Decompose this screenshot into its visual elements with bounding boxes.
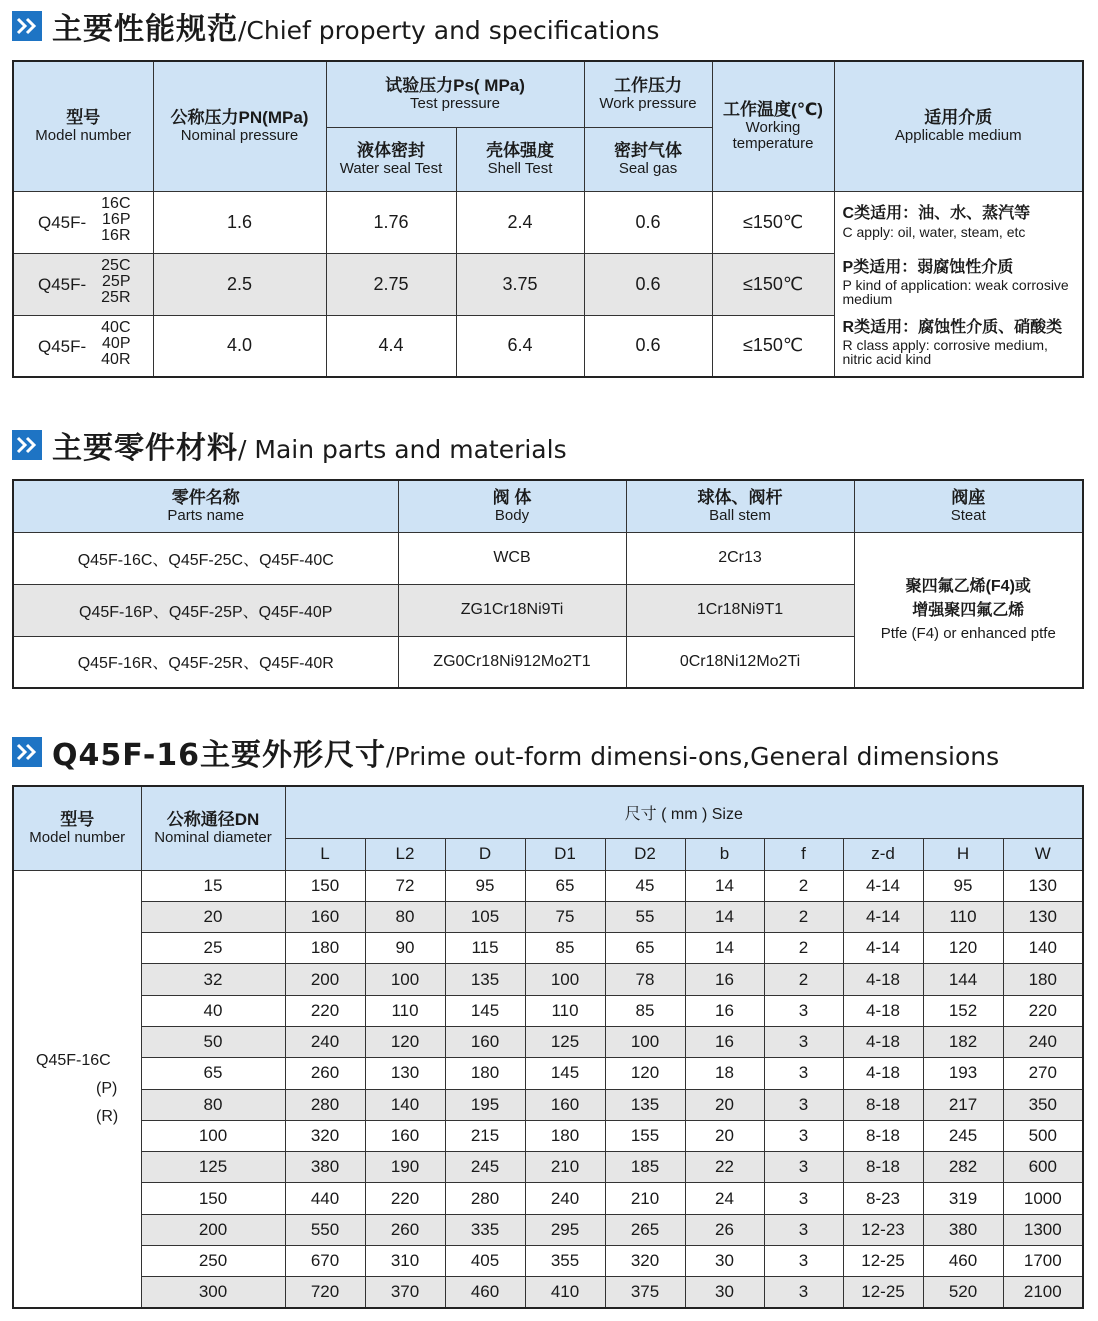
dimension-value: 210 [525,1152,605,1183]
model-cell: Q45F- 16C 16P 16R [13,191,153,253]
dimension-value: 1300 [1003,1214,1083,1245]
table-row [13,964,1083,995]
dimension-value: 282 [923,1152,1003,1183]
dimension-value: 90 [365,933,445,964]
dn-value: 50 [141,1026,285,1057]
dimension-value: 3 [764,1026,843,1057]
dimension-value: 375 [605,1277,685,1308]
table-row [13,870,1083,901]
table-row [13,1277,1083,1308]
stem-material: 0Cr18Ni12Mo2Ti [626,636,854,688]
dimension-value: 18 [685,1058,764,1089]
shell-value: 2.4 [456,191,584,253]
table-row [13,1089,1083,1120]
dimension-value: 600 [1003,1152,1083,1183]
header-model: 型号 Model number [13,61,153,191]
dimension-value: 16 [685,1026,764,1057]
dimension-value: 8-18 [843,1120,923,1151]
dimension-value: 245 [923,1120,1003,1151]
dimension-value: 720 [285,1277,365,1308]
shell-value: 3.75 [456,253,584,315]
dn-value: 25 [141,933,285,964]
table-row [13,1058,1083,1089]
dimension-value: 120 [365,1026,445,1057]
dimension-value: 220 [1003,995,1083,1026]
body-material: ZG1Cr18Ni9Ti [398,584,626,636]
dimension-value: 3 [764,995,843,1026]
dimension-value: 240 [525,1183,605,1214]
dimension-value: 135 [605,1089,685,1120]
dn-value: 150 [141,1183,285,1214]
dimension-value: 3 [764,1246,843,1277]
column-header: W [1003,838,1083,870]
pn-value: 1.6 [153,191,326,253]
dimension-value: 20 [685,1089,764,1120]
header-seal-gas: 密封气体 Seal gas [584,127,712,191]
dimension-value: 670 [285,1246,365,1277]
dn-value: 200 [141,1214,285,1245]
body-material: WCB [398,532,626,584]
dimension-value: 130 [1003,901,1083,932]
dimension-value: 320 [285,1120,365,1151]
dimension-value: 125 [525,1026,605,1057]
section-title-zh: 主要零件材料 [52,431,238,466]
dimension-value: 55 [605,901,685,932]
dimension-value: 460 [923,1246,1003,1277]
header-parts-name: 零件名称 Parts name [13,480,398,532]
dimension-value: 3 [764,1089,843,1120]
model-cell: Q45F- 25C 25P 25R [13,253,153,315]
temperature-value: ≤150℃ [712,191,834,253]
dimension-value: 380 [923,1214,1003,1245]
dimension-value: 120 [923,933,1003,964]
dimension-value: 217 [923,1089,1003,1120]
dimension-value: 24 [685,1183,764,1214]
dimension-value: 1000 [1003,1183,1083,1214]
column-header: D [445,838,525,870]
dimension-value: 180 [1003,964,1083,995]
parts-name: Q45F-16R、Q45F-25R、Q45F-40R [13,636,398,688]
dn-value: 80 [141,1089,285,1120]
dimension-value: 320 [605,1246,685,1277]
column-header: f [764,838,843,870]
dimension-value: 240 [1003,1026,1083,1057]
table-row [13,1152,1083,1183]
dimension-value: 140 [365,1089,445,1120]
dn-value: 65 [141,1058,285,1089]
double-chevron-icon [12,11,42,41]
dimension-value: 100 [365,964,445,995]
table-row [13,933,1083,964]
dn-value: 300 [141,1277,285,1308]
dimension-value: 3 [764,1120,843,1151]
section-title-en: / Main parts and materials [238,435,567,464]
column-header: D1 [525,838,605,870]
header-body: 阀 体 Body [398,480,626,532]
header-work-pressure: 工作压力 Work pressure [584,61,712,127]
dimension-value: 3 [764,1277,843,1308]
dimension-value: 140 [1003,933,1083,964]
water-seal-value: 4.4 [326,315,456,377]
dimension-value: 144 [923,964,1003,995]
dimension-value: 440 [285,1183,365,1214]
header-seat: 阀座 Steat [854,480,1083,532]
dn-value: 40 [141,995,285,1026]
section-title-en: /Prime out-form dimensi-ons,General dimensions [386,742,1000,771]
dimension-value: 3 [764,1214,843,1245]
column-header: D2 [605,838,685,870]
dimension-value: 319 [923,1183,1003,1214]
model-cell [13,870,141,1308]
spec-table [12,60,1084,378]
dimension-value: 3 [764,1152,843,1183]
medium-p-en: P kind of application: weak corrosive medium [842,276,1069,307]
dimension-value: 410 [525,1277,605,1308]
dimension-value: 2 [764,901,843,932]
dimension-value: 2 [764,870,843,901]
table-row [13,1183,1083,1214]
dimension-value: 260 [285,1058,365,1089]
dimension-value: 14 [685,901,764,932]
dimension-value: 145 [525,1058,605,1089]
double-chevron-icon [12,737,42,767]
dimension-value: 8-18 [843,1152,923,1183]
dimension-value: 16 [685,995,764,1026]
dimension-value: 4-18 [843,964,923,995]
table-row [13,191,1083,253]
dimension-value: 3 [764,1183,843,1214]
dn-value: 32 [141,964,285,995]
table-row [13,1120,1083,1151]
dimension-value: 1700 [1003,1246,1083,1277]
column-header: H [923,838,1003,870]
dimension-value: 14 [685,870,764,901]
medium-c-en: C apply: oil, water, steam, etc [842,223,1026,240]
dimension-value: 2 [764,933,843,964]
section-title-dimensions [12,730,999,774]
column-header: L [285,838,365,870]
dimension-value: 120 [605,1058,685,1089]
dimension-value: 30 [685,1246,764,1277]
header-ball-stem: 球体、阀杆 Ball stem [626,480,854,532]
dimension-value: 295 [525,1214,605,1245]
dimension-value: 130 [365,1058,445,1089]
dimension-value: 280 [445,1183,525,1214]
dimension-value: 215 [445,1120,525,1151]
header-applicable-medium: 适用介质 Applicable medium [834,61,1083,191]
dimension-value: 193 [923,1058,1003,1089]
dimension-value: 3 [764,1058,843,1089]
dimension-value: 260 [365,1214,445,1245]
dimension-value: 190 [365,1152,445,1183]
dimensions-table [12,785,1084,1309]
dimension-value: 380 [285,1152,365,1183]
dimension-value: 4-14 [843,933,923,964]
header-model: 型号 Model number [13,786,141,870]
dn-value: 250 [141,1246,285,1277]
dn-value: 15 [141,870,285,901]
header-nominal-diameter: 公称通径DN Nominal diameter [141,786,285,870]
header-nominal-pressure: 公称压力PN(MPa) Nominal pressure [153,61,326,191]
dimension-value: 2100 [1003,1277,1083,1308]
dimension-value: 115 [445,933,525,964]
dimension-value: 95 [923,870,1003,901]
medium-cell [834,191,1083,377]
dimension-value: 310 [365,1246,445,1277]
model-label: Q45F-16C [36,1051,111,1069]
dimension-value: 195 [445,1089,525,1120]
dimension-value: 20 [685,1120,764,1151]
dimension-value: 280 [285,1089,365,1120]
seat-material: 聚四氟乙烯(F4)或 增强聚四氟乙烯 Ptfe (F4) or enhanced ptfe [854,532,1083,688]
dimension-value: 185 [605,1152,685,1183]
dimension-value: 95 [445,870,525,901]
header-test-pressure: 试验压力Ps( MPa) Test pressure [326,61,584,127]
dimension-value: 500 [1003,1120,1083,1151]
dimension-value: 72 [365,870,445,901]
dimension-value: 4-18 [843,1026,923,1057]
dimension-value: 26 [685,1214,764,1245]
dimension-value: 85 [605,995,685,1026]
dimension-value: 180 [285,933,365,964]
dimension-value: 30 [685,1277,764,1308]
dimension-value: 220 [285,995,365,1026]
dimension-value: 12-25 [843,1246,923,1277]
model-cell: Q45F- 40C 40P 40R [13,315,153,377]
dn-value: 125 [141,1152,285,1183]
dimension-value: 160 [285,901,365,932]
dimension-value: 110 [525,995,605,1026]
dimension-value: 85 [525,933,605,964]
medium-p-zh: P类适用：弱腐蚀性介质 [842,258,1014,276]
dimension-value: 14 [685,933,764,964]
table-row [13,532,1083,584]
dimension-value: 65 [525,870,605,901]
model-variant-p: (P) [96,1079,118,1097]
dimension-value: 180 [445,1058,525,1089]
table-row [13,901,1083,932]
dimension-value: 405 [445,1246,525,1277]
dimension-value: 160 [525,1089,605,1120]
dimension-value: 265 [605,1214,685,1245]
dimension-value: 80 [365,901,445,932]
temperature-value: ≤150℃ [712,315,834,377]
section-title-zh: Q45F-16主要外形尺寸 [52,738,387,773]
stem-material: 2Cr13 [626,532,854,584]
dimension-value: 160 [445,1026,525,1057]
column-header: L2 [365,838,445,870]
dimension-value: 4-14 [843,901,923,932]
dimension-value: 245 [445,1152,525,1183]
dimension-value: 4-14 [843,870,923,901]
dimension-value: 350 [1003,1089,1083,1120]
section-title-en: /Chief property and specifications [238,16,660,45]
dimension-value: 78 [605,964,685,995]
parts-table [12,479,1084,689]
section-title-specifications [12,4,659,48]
dimension-value: 520 [923,1277,1003,1308]
parts-name: Q45F-16P、Q45F-25P、Q45F-40P [13,584,398,636]
dimension-value: 8-18 [843,1089,923,1120]
header-water-seal: 液体密封 Water seal Test [326,127,456,191]
dimension-value: 550 [285,1214,365,1245]
body-material: ZG0Cr18Ni912Mo2T1 [398,636,626,688]
dimension-value: 4-18 [843,1058,923,1089]
double-chevron-icon [12,430,42,460]
header-shell-test: 壳体强度 Shell Test [456,127,584,191]
header-size: 尺寸 ( mm ) Size [285,786,1083,838]
dimension-value: 12-25 [843,1277,923,1308]
dimension-value: 152 [923,995,1003,1026]
table-row [13,995,1083,1026]
seal-gas-value: 0.6 [584,253,712,315]
medium-r-en: R class apply: corrosive medium, nitric acid kind [842,336,1048,367]
temperature-value: ≤150℃ [712,253,834,315]
medium-r-zh: R类适用：腐蚀性介质、硝酸类 [842,318,1063,336]
dimension-value: 210 [605,1183,685,1214]
shell-value: 6.4 [456,315,584,377]
dimension-value: 12-23 [843,1214,923,1245]
dimension-value: 110 [365,995,445,1026]
dimension-value: 8-23 [843,1183,923,1214]
dimension-value: 270 [1003,1058,1083,1089]
dimension-value: 240 [285,1026,365,1057]
dimension-value: 75 [525,901,605,932]
header-working-temperature: 工作温度(℃) Working temperature [712,61,834,191]
section-title-zh: 主要性能规范 [52,12,238,47]
seal-gas-value: 0.6 [584,315,712,377]
dimension-value: 2 [764,964,843,995]
dimension-value: 355 [525,1246,605,1277]
seal-gas-value: 0.6 [584,191,712,253]
dimension-value: 160 [365,1120,445,1151]
stem-material: 1Cr18Ni9T1 [626,584,854,636]
dimension-value: 460 [445,1277,525,1308]
dn-value: 100 [141,1120,285,1151]
dimension-value: 65 [605,933,685,964]
dimension-value: 335 [445,1214,525,1245]
medium-c-zh: C类适用：油、水、蒸汽等 [842,204,1031,222]
dimension-value: 150 [285,870,365,901]
water-seal-value: 2.75 [326,253,456,315]
dimension-value: 22 [685,1152,764,1183]
dimension-value: 16 [685,964,764,995]
dimension-value: 180 [525,1120,605,1151]
section-title-materials [12,423,567,467]
dimension-value: 130 [1003,870,1083,901]
dimension-value: 145 [445,995,525,1026]
table-row [13,1214,1083,1245]
dimension-value: 4-18 [843,995,923,1026]
dimension-value: 182 [923,1026,1003,1057]
parts-name: Q45F-16C、Q45F-25C、Q45F-40C [13,532,398,584]
dimension-value: 105 [445,901,525,932]
dimension-value: 135 [445,964,525,995]
table-row [13,1246,1083,1277]
dimension-value: 155 [605,1120,685,1151]
column-header: z-d [843,838,923,870]
dimension-value: 100 [605,1026,685,1057]
column-header: b [685,838,764,870]
table-row [13,1026,1083,1057]
dimension-value: 200 [285,964,365,995]
model-variant-r: (R) [96,1107,119,1125]
dimension-value: 45 [605,870,685,901]
water-seal-value: 1.76 [326,191,456,253]
dimension-value: 370 [365,1277,445,1308]
dimension-value: 100 [525,964,605,995]
dn-value: 20 [141,901,285,932]
pn-value: 2.5 [153,253,326,315]
pn-value: 4.0 [153,315,326,377]
dimension-value: 220 [365,1183,445,1214]
dimension-value: 110 [923,901,1003,932]
